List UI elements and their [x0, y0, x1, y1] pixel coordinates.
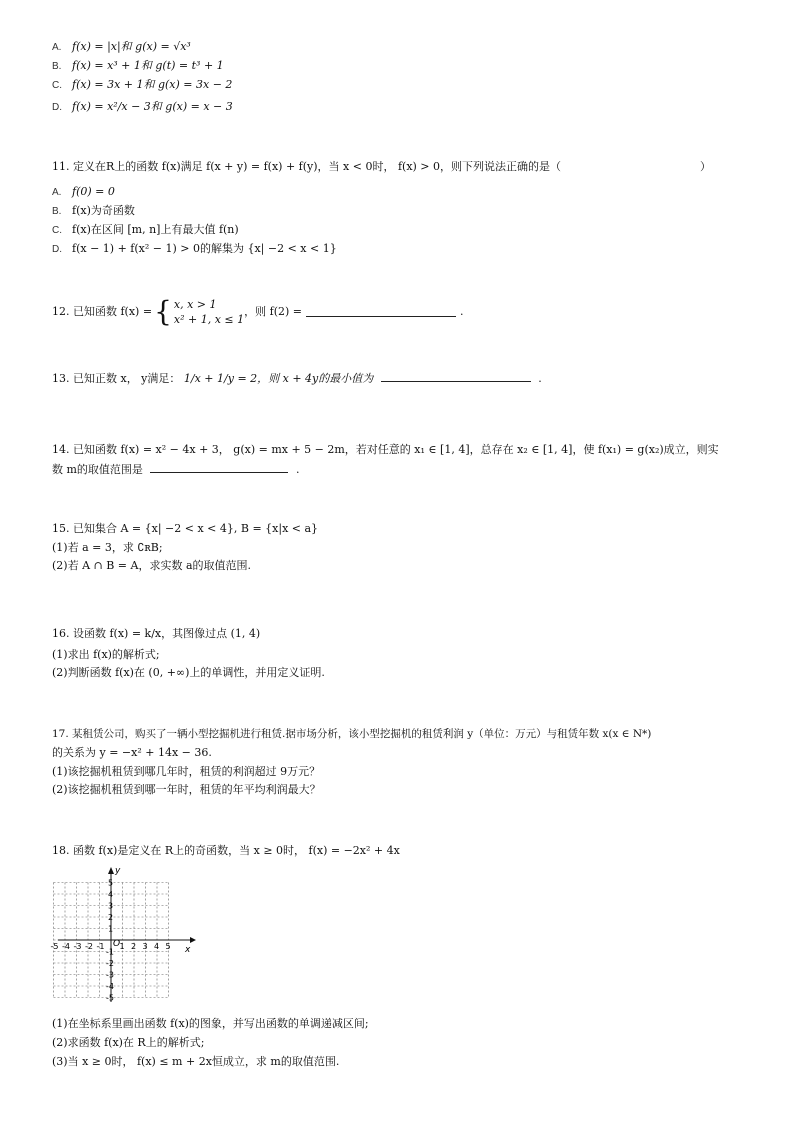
q11-option-b	[52, 204, 135, 219]
q18-part-2: (2)求函数 f(x)在 R上的解析式;	[52, 1036, 205, 1049]
q13-prefix: 13. 已知正数 x， y满足：	[52, 372, 181, 385]
option-letter: C.	[52, 225, 62, 236]
q18-part-3: (3)当 x ≥ 0时， f(x) ≤ m + 2x恒成立，求 m的取值范围.	[52, 1055, 340, 1068]
q15-part-2: (2)若 A ∩ B = A，求实数 a的取值范围.	[52, 559, 252, 572]
x-tick-label: 2	[131, 942, 137, 951]
x-tick-label: -1	[96, 942, 105, 951]
option-text: f(x) = 3x + 1和 g(x) = 3x − 2	[72, 78, 233, 91]
x-tick-label: -2	[85, 942, 93, 951]
option-text: f(x) = x³ + 1和 g(t) = t³ + 1	[72, 59, 224, 72]
x-tick-label: 5	[165, 942, 171, 951]
q14-end: .	[295, 463, 300, 476]
y-tick-label: -1	[106, 947, 114, 957]
q12-case-2: x² + 1, x ≤ 1	[173, 313, 245, 326]
q11-stem	[52, 160, 561, 175]
q12-prefix: 12. 已知函数 f(x) =	[52, 304, 153, 318]
y-axis-label: y	[115, 866, 121, 876]
y-tick-label: -4	[106, 982, 114, 991]
y-tick-label: 2	[108, 913, 114, 922]
q12-suffix: ，则 f(2) =	[244, 304, 302, 318]
x-tick-label: -4	[62, 942, 70, 951]
q13	[52, 372, 542, 387]
y-tick-label: -3	[106, 970, 114, 980]
x-axis-label: x	[185, 945, 191, 955]
q14-line-1: 14. 已知函数 f(x) = x² − 4x + 3， g(x) = mx + 5 − 2m，若对任意的 x₁ ∈ [1, 4]，总存在 x₂ ∈ [1, 4]，使 f(x₁) = g(x₂)成立，则实	[52, 443, 719, 456]
q10-option-b	[52, 59, 224, 74]
q14-line-2-text: 数 m的取值范围是	[52, 463, 143, 476]
q12-case-1: x, x > 1	[173, 298, 217, 311]
q18-part-1: (1)在坐标系里画出函数 f(x)的图象，并写出函数的单调递减区间;	[52, 1017, 369, 1030]
option-letter: B.	[52, 61, 62, 72]
q11-option-a	[52, 185, 115, 200]
q15-part-1: (1)若 a = 3，求 ∁ʀB;	[52, 541, 163, 554]
q12-answer-blank[interactable]	[306, 307, 456, 317]
q15-stem: 15. 已知集合 A = {x| −2 < x < 4}, B = {x|x < a}	[52, 522, 319, 535]
q13-answer-blank[interactable]	[381, 372, 531, 382]
option-letter: C.	[52, 80, 62, 91]
option-text: f(x) = x²/x − 3和 g(x) = x − 3	[72, 100, 233, 113]
q10-option-d	[52, 100, 233, 115]
q13-eq: 1/x + 1/y = 2，则 x + 4y的最小值为	[183, 372, 374, 385]
y-tick-label: 3	[108, 901, 114, 911]
x-axis-arrow-icon	[190, 937, 196, 943]
y-tick-label: 4	[108, 890, 114, 899]
y-tick-label: -5	[106, 993, 114, 1003]
q13-end: .	[538, 372, 542, 385]
option-text: f(x)为奇函数	[72, 204, 135, 217]
q16-stem: 16. 设函数 f(x) = k/x，其图像过点 (1, 4)	[52, 627, 261, 640]
brace-icon: {	[154, 295, 172, 328]
x-tick-label: 3	[142, 942, 148, 951]
q16-part-2: (2)判断函数 f(x)在 (0, +∞)上的单调性，并用定义证明.	[52, 666, 325, 679]
option-text: f(x)在区间 [m, n]上有最大值 f(n)	[72, 223, 239, 236]
q11-option-d	[52, 242, 337, 257]
q11-stem-text: 11. 定义在R上的函数 f(x)满足 f(x + y) = f(x) + f(y)，当 x < 0时， f(x) > 0，则下列说法正确的是（	[52, 160, 562, 173]
q12-end: .	[460, 304, 464, 318]
y-tick-label: 1	[108, 924, 114, 934]
q17-line-2: 的关系为 y = −x² + 14x − 36.	[52, 746, 212, 759]
q16-part-1: (1)求出 f(x)的解析式;	[52, 648, 160, 661]
option-text: f(x − 1) + f(x² − 1) > 0的解集为 {x| −2 < x < 1}	[72, 242, 337, 255]
option-letter: A.	[52, 187, 62, 198]
origin-label: O	[113, 939, 121, 949]
q11-option-c	[52, 223, 239, 238]
option-text: f(x) = |x|和 g(x) = √x³	[72, 40, 191, 53]
q10-option-a	[52, 40, 191, 55]
q14-line-2	[52, 463, 299, 478]
x-tick-label: 4	[154, 942, 160, 951]
q14-answer-blank[interactable]	[150, 463, 288, 473]
q11-paren-close: ）	[700, 160, 711, 173]
q12	[52, 297, 464, 327]
x-tick-label: 1	[119, 942, 125, 951]
coordinate-grid	[50, 862, 200, 1007]
x-tick-label: -5	[50, 942, 59, 951]
option-letter: B.	[52, 206, 62, 217]
y-tick-label: -2	[106, 959, 114, 968]
q18-stem: 18. 函数 f(x)是定义在 R上的奇函数，当 x ≥ 0时， f(x) = −2x² + 4x	[52, 844, 400, 857]
x-tick-label: -3	[73, 942, 82, 951]
option-letter: D.	[52, 102, 62, 113]
y-tick-label: 5	[108, 878, 114, 888]
option-letter: D.	[52, 244, 62, 255]
q10-option-c	[52, 78, 232, 93]
q17-line-1: 17. 某租赁公司，购买了一辆小型挖掘机进行租赁.据市场分析，该小型挖掘机的租赁利润 y（单位：万元）与租赁年数 x(x ∈ N*)	[52, 728, 652, 740]
q12-cases	[174, 297, 244, 327]
y-axis-arrow-icon	[108, 867, 114, 874]
q17-part-2: (2)该挖掘机租赁到哪一年时，租赁的年平均利润最大？	[52, 783, 321, 796]
q17-part-1: (1)该挖掘机租赁到哪几年时，租赁的利润超过 9万元？	[52, 765, 321, 778]
option-letter: A.	[52, 42, 62, 53]
option-text: f(0) = 0	[72, 185, 115, 198]
